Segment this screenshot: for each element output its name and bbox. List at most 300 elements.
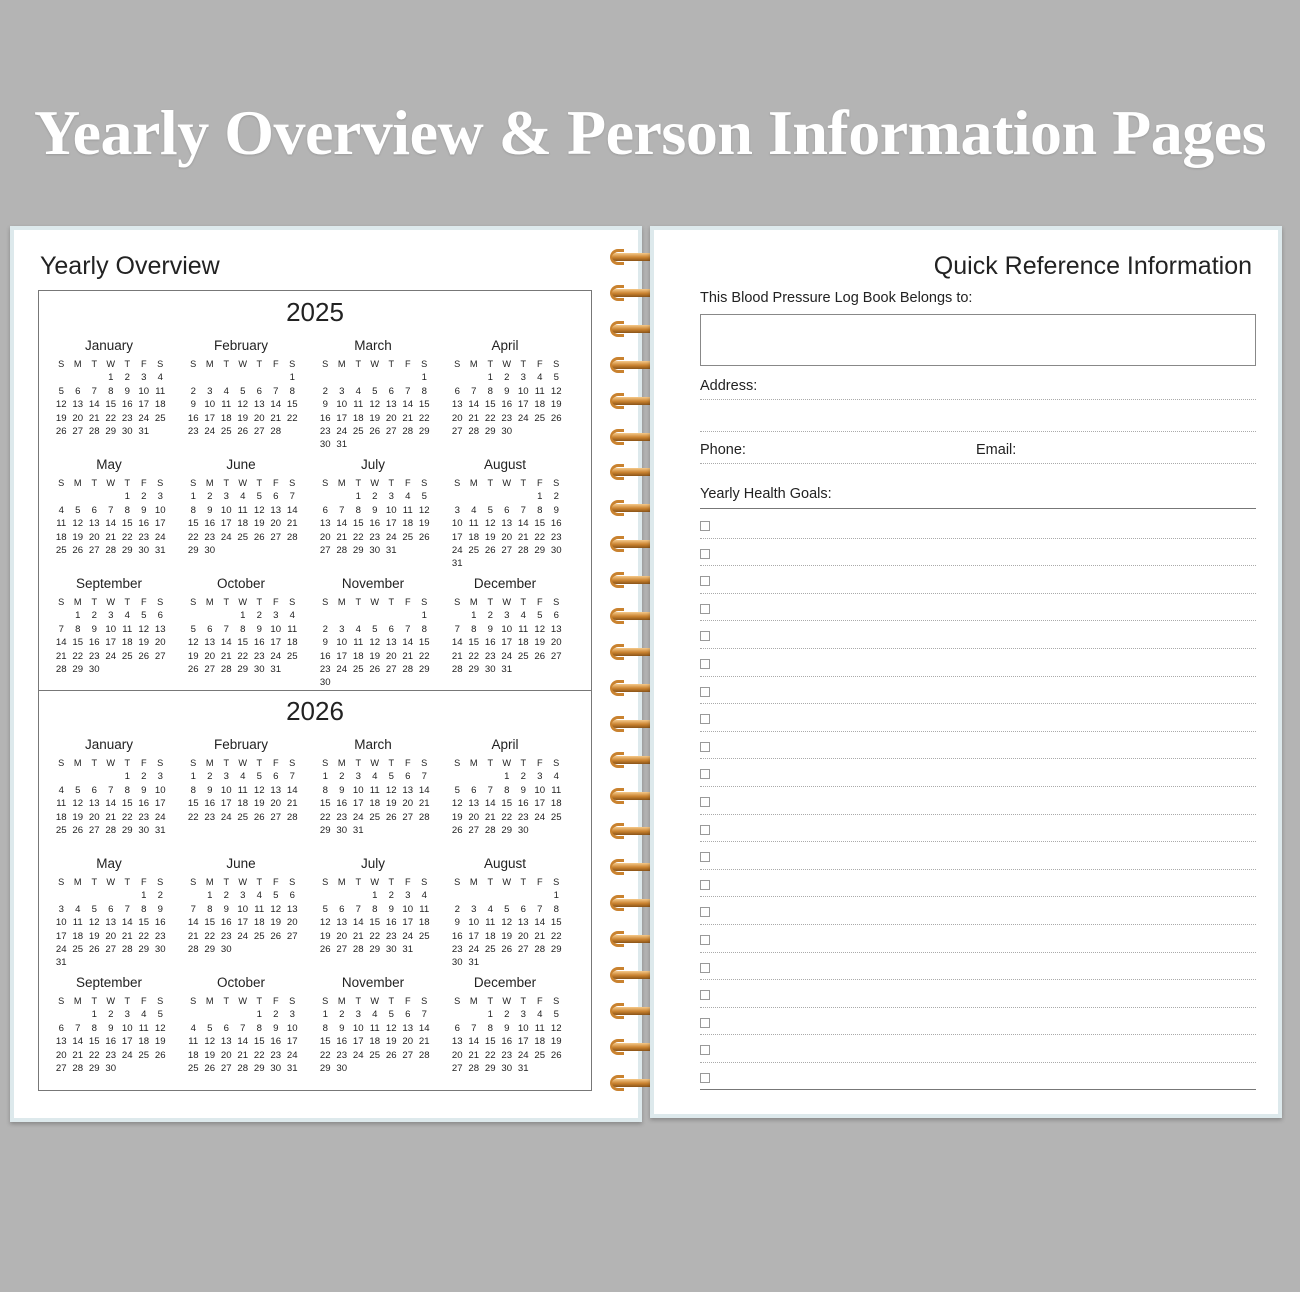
day-cell: 28 — [352, 943, 364, 955]
day-cell: 14 — [352, 917, 364, 929]
day-cell: 8 — [355, 504, 361, 516]
day-cell: 13 — [154, 623, 166, 635]
day-cell: 13 — [253, 399, 265, 411]
day-cell: 24 — [138, 412, 150, 424]
day-cell: 22 — [418, 412, 430, 424]
phone-email-line[interactable] — [700, 463, 1256, 464]
day-cell: 6 — [289, 890, 295, 902]
weekday-header: S — [553, 359, 560, 369]
day-cell: 1 — [256, 1009, 262, 1021]
goal-checkbox[interactable] — [700, 769, 710, 779]
month-days-grid — [185, 757, 317, 824]
day-cell: 7 — [421, 1009, 427, 1021]
day-cell: 29 — [418, 425, 430, 437]
goal-checkbox[interactable] — [700, 1045, 710, 1055]
day-cell: 23 — [187, 425, 199, 437]
day-cell: 27 — [286, 930, 298, 942]
day-cell: 10 — [451, 518, 463, 530]
day-cell: 21 — [121, 930, 133, 942]
goal-row[interactable] — [700, 1008, 1256, 1036]
day-cell: 3 — [223, 491, 229, 503]
day-cell: 23 — [319, 663, 331, 675]
day-cell: 12 — [550, 1022, 562, 1034]
day-cell: 10 — [220, 504, 232, 516]
day-cell: 31 — [451, 558, 463, 570]
day-cell: 17 — [385, 518, 397, 530]
day-cell: 3 — [108, 610, 114, 622]
day-cell: 19 — [55, 412, 67, 424]
weekday-header: S — [322, 359, 329, 369]
owner-name-field[interactable] — [700, 314, 1256, 366]
empty-cell — [350, 889, 367, 902]
weekday-header: W — [370, 758, 380, 768]
weekday-header: T — [91, 877, 98, 887]
day-cell: 29 — [352, 544, 364, 556]
month-november — [317, 974, 449, 1093]
day-cell: 16 — [105, 1036, 117, 1048]
day-cell: 25 — [418, 930, 430, 942]
day-cell: 3 — [355, 1009, 361, 1021]
empty-cell — [70, 770, 87, 783]
day-cell: 23 — [550, 531, 562, 543]
goal-checkbox[interactable] — [700, 907, 710, 917]
day-cell: 12 — [451, 798, 463, 810]
goal-row[interactable] — [700, 732, 1256, 760]
day-cell: 7 — [405, 385, 411, 397]
day-cell: 15 — [319, 1036, 331, 1048]
day-cell: 5 — [553, 1009, 559, 1021]
month-june — [185, 855, 317, 974]
day-cell: 20 — [402, 1036, 414, 1048]
day-cell: 25 — [72, 943, 84, 955]
empty-cell — [185, 1008, 202, 1021]
day-cell: 20 — [88, 811, 100, 823]
day-cell: 2 — [487, 610, 493, 622]
weekday-header: T — [124, 877, 131, 887]
weekday-header: S — [421, 877, 428, 887]
day-cell: 17 — [336, 412, 348, 424]
day-cell: 18 — [154, 399, 166, 411]
day-cell: 4 — [157, 372, 163, 384]
day-cell: 27 — [319, 544, 331, 556]
goal-checkbox[interactable] — [700, 521, 710, 531]
day-cell: 17 — [237, 917, 249, 929]
day-cell: 7 — [58, 623, 64, 635]
year-heading: 2026 — [286, 696, 344, 726]
day-cell: 7 — [190, 903, 196, 915]
day-cell: 17 — [154, 798, 166, 810]
day-cell: 25 — [121, 650, 133, 662]
weekday-header: S — [454, 758, 461, 768]
day-cell: 3 — [223, 771, 229, 783]
day-cell: 16 — [253, 637, 265, 649]
day-cell: 1 — [108, 372, 114, 384]
day-cell: 31 — [336, 439, 348, 451]
day-cell: 4 — [372, 1009, 378, 1021]
day-cell: 3 — [339, 385, 345, 397]
weekday-header: M — [469, 359, 478, 369]
month-name: May — [96, 457, 122, 472]
day-cell: 23 — [105, 1049, 117, 1061]
day-cell: 31 — [402, 943, 414, 955]
weekday-header: S — [157, 758, 164, 768]
day-cell: 11 — [237, 784, 248, 796]
day-cell: 5 — [207, 1022, 213, 1034]
day-cell: 18 — [468, 531, 480, 543]
day-cell: 13 — [402, 784, 414, 796]
goal-checkbox[interactable] — [700, 631, 710, 641]
weekday-header: W — [238, 359, 248, 369]
phone-label: Phone: — [700, 442, 746, 458]
goal-checkbox[interactable] — [700, 935, 710, 945]
day-cell: 17 — [270, 637, 282, 649]
day-cell: 16 — [336, 798, 348, 810]
day-cell: 28 — [517, 544, 529, 556]
day-cell: 8 — [487, 385, 493, 397]
day-cell: 16 — [501, 1036, 513, 1048]
day-cell: 30 — [336, 1062, 348, 1074]
day-cell: 28 — [220, 663, 232, 675]
day-cell: 22 — [187, 531, 199, 543]
day-cell: 17 — [517, 1036, 529, 1048]
goal-checkbox[interactable] — [700, 742, 710, 752]
day-cell: 19 — [138, 637, 150, 649]
weekday-header: W — [106, 478, 116, 488]
day-cell: 26 — [550, 412, 562, 424]
goal-checkbox[interactable] — [700, 990, 710, 1000]
goal-row[interactable] — [700, 897, 1256, 925]
empty-cell — [185, 609, 202, 622]
weekday-header: S — [190, 359, 197, 369]
goal-row[interactable] — [700, 1035, 1256, 1063]
goal-checkbox[interactable] — [700, 549, 710, 559]
day-cell: 28 — [468, 425, 480, 437]
month-days-grid — [53, 757, 185, 837]
day-cell: 8 — [289, 385, 295, 397]
day-cell: 14 — [88, 399, 100, 411]
empty-cell — [449, 371, 466, 384]
day-cell: 22 — [484, 412, 496, 424]
weekday-header: T — [388, 597, 395, 607]
empty-cell — [334, 889, 351, 902]
day-cell: 26 — [369, 425, 381, 437]
day-cell: 22 — [204, 930, 216, 942]
day-cell: 3 — [405, 890, 411, 902]
day-cell: 26 — [534, 650, 546, 662]
goal-row[interactable] — [700, 511, 1256, 539]
month-days-grid — [449, 358, 581, 438]
day-cell: 1 — [322, 1009, 328, 1021]
day-cell: 11 — [221, 399, 232, 411]
goal-row[interactable] — [700, 925, 1256, 953]
day-cell: 19 — [369, 412, 381, 424]
goal-row[interactable] — [700, 787, 1256, 815]
day-cell: 21 — [451, 650, 463, 662]
empty-cell — [185, 889, 202, 902]
day-cell: 6 — [108, 903, 114, 915]
day-cell: 24 — [237, 930, 249, 942]
day-cell: 3 — [58, 903, 64, 915]
day-cell: 29 — [468, 663, 480, 675]
day-cell: 12 — [484, 518, 496, 530]
weekday-header: T — [256, 996, 263, 1006]
goal-checkbox[interactable] — [700, 1018, 710, 1028]
day-cell: 15 — [352, 518, 364, 530]
empty-cell — [103, 770, 120, 783]
months-grid — [53, 736, 583, 1093]
address-line-1[interactable] — [700, 399, 1256, 400]
month-name: August — [483, 457, 527, 472]
month-days-grid — [185, 596, 317, 676]
day-cell: 31 — [138, 425, 150, 437]
goal-checkbox[interactable] — [700, 880, 710, 890]
goal-checkbox[interactable] — [700, 604, 710, 614]
day-cell: 17 — [501, 637, 513, 649]
day-cell: 14 — [418, 1022, 430, 1034]
day-cell: 26 — [237, 425, 249, 437]
weekday-header: F — [272, 877, 279, 887]
month-name: November — [341, 576, 405, 591]
day-cell: 18 — [237, 518, 249, 530]
month-days-grid — [185, 358, 317, 438]
day-cell: 5 — [157, 1009, 163, 1021]
day-cell: 15 — [88, 1036, 100, 1048]
day-cell: 7 — [108, 784, 114, 796]
day-cell: 23 — [138, 531, 150, 543]
day-cell: 8 — [471, 623, 477, 635]
month-name: August — [483, 856, 527, 871]
goal-row[interactable] — [700, 980, 1256, 1008]
goal-checkbox[interactable] — [700, 659, 710, 669]
day-cell: 24 — [270, 650, 282, 662]
goal-checkbox[interactable] — [700, 1073, 710, 1083]
weekday-header: S — [421, 359, 428, 369]
day-cell: 16 — [270, 1036, 282, 1048]
day-cell: 30 — [220, 943, 232, 955]
empty-cell — [532, 889, 549, 902]
day-cell: 8 — [190, 504, 196, 516]
weekday-header: W — [370, 996, 380, 1006]
weekday-header: F — [272, 359, 279, 369]
day-cell: 6 — [58, 1022, 64, 1034]
weekday-header: S — [289, 597, 296, 607]
day-cell: 27 — [220, 1062, 232, 1074]
empty-cell — [449, 770, 466, 783]
goal-row[interactable] — [700, 815, 1256, 843]
weekday-header: S — [454, 877, 461, 887]
goal-row[interactable] — [700, 566, 1256, 594]
day-cell: 9 — [141, 504, 147, 516]
day-cell: 5 — [256, 771, 262, 783]
day-cell: 20 — [220, 1049, 232, 1061]
weekday-header: F — [140, 996, 147, 1006]
day-cell: 11 — [485, 917, 496, 929]
day-cell: 27 — [385, 663, 397, 675]
day-cell: 7 — [223, 623, 229, 635]
day-cell: 6 — [91, 504, 97, 516]
day-cell: 6 — [75, 385, 81, 397]
day-cell: 19 — [369, 650, 381, 662]
day-cell: 8 — [537, 504, 543, 516]
goal-row[interactable] — [700, 953, 1256, 981]
month-days-grid — [185, 876, 317, 956]
day-cell: 18 — [187, 1049, 199, 1061]
goal-row[interactable] — [700, 704, 1256, 732]
month-may — [53, 456, 185, 575]
day-cell: 7 — [405, 623, 411, 635]
day-cell: 20 — [204, 650, 216, 662]
month-days-grid — [449, 477, 581, 571]
day-cell: 8 — [91, 1022, 97, 1034]
weekday-header: T — [520, 597, 527, 607]
day-cell: 20 — [72, 412, 84, 424]
goal-row[interactable] — [700, 677, 1256, 705]
day-cell: 29 — [534, 544, 546, 556]
month-january — [53, 736, 185, 855]
day-cell: 13 — [286, 903, 298, 915]
goal-checkbox[interactable] — [700, 797, 710, 807]
day-cell: 29 — [550, 943, 562, 955]
day-cell: 14 — [451, 637, 463, 649]
day-cell: 10 — [501, 623, 513, 635]
day-cell: 5 — [240, 385, 246, 397]
day-cell: 13 — [402, 1022, 414, 1034]
weekday-header: T — [388, 359, 395, 369]
goal-row[interactable] — [700, 539, 1256, 567]
day-cell: 28 — [237, 1062, 249, 1074]
day-cell: 9 — [372, 504, 378, 516]
empty-cell — [350, 371, 367, 384]
day-cell: 17 — [402, 917, 414, 929]
day-cell: 6 — [553, 610, 559, 622]
day-cell: 3 — [504, 610, 510, 622]
day-cell: 14 — [484, 798, 496, 810]
weekday-header: T — [124, 758, 131, 768]
day-cell: 4 — [537, 1009, 543, 1021]
address-line-2[interactable] — [700, 431, 1256, 432]
weekday-header: W — [106, 758, 116, 768]
weekday-header: F — [140, 478, 147, 488]
day-cell: 22 — [187, 811, 199, 823]
weekday-header: S — [421, 996, 428, 1006]
weekday-header: S — [58, 359, 65, 369]
day-cell: 21 — [270, 412, 282, 424]
day-cell: 25 — [55, 544, 67, 556]
day-cell: 24 — [286, 1049, 298, 1061]
goal-row[interactable] — [700, 649, 1256, 677]
day-cell: 2 — [273, 1009, 279, 1021]
empty-cell — [70, 1008, 87, 1021]
day-cell: 31 — [385, 544, 397, 556]
weekday-header: M — [469, 597, 478, 607]
goal-row[interactable] — [700, 621, 1256, 649]
goal-checkbox[interactable] — [700, 852, 710, 862]
weekday-header: M — [205, 597, 214, 607]
day-cell: 23 — [336, 811, 348, 823]
weekday-header: S — [454, 359, 461, 369]
weekday-header: T — [487, 996, 494, 1006]
goal-checkbox[interactable] — [700, 687, 710, 697]
day-cell: 8 — [190, 784, 196, 796]
left-page — [10, 226, 642, 1122]
day-cell: 2 — [520, 771, 526, 783]
day-cell: 4 — [372, 771, 378, 783]
day-cell: 5 — [421, 491, 427, 503]
day-cell: 9 — [388, 903, 394, 915]
day-cell: 25 — [484, 943, 496, 955]
day-cell: 3 — [520, 1009, 526, 1021]
day-cell: 1 — [355, 491, 361, 503]
day-cell: 23 — [484, 650, 496, 662]
goal-row[interactable] — [700, 842, 1256, 870]
month-days-grid — [53, 477, 185, 557]
day-cell: 25 — [402, 531, 414, 543]
day-cell: 11 — [254, 903, 265, 915]
day-cell: 23 — [369, 531, 381, 543]
weekday-header: F — [404, 877, 411, 887]
goal-row[interactable] — [700, 1063, 1256, 1091]
day-cell: 21 — [55, 650, 67, 662]
day-cell: 28 — [286, 531, 298, 543]
day-cell: 23 — [319, 425, 331, 437]
weekday-header: S — [289, 758, 296, 768]
day-cell: 6 — [471, 784, 477, 796]
day-cell: 7 — [355, 903, 361, 915]
day-cell: 25 — [220, 425, 232, 437]
day-cell: 20 — [468, 811, 480, 823]
day-cell: 16 — [550, 518, 562, 530]
weekday-header: T — [520, 478, 527, 488]
day-cell: 28 — [72, 1062, 84, 1074]
day-cell: 2 — [91, 610, 97, 622]
day-cell: 6 — [273, 771, 279, 783]
day-cell: 5 — [487, 504, 493, 516]
month-name: July — [360, 457, 385, 472]
day-cell: 11 — [353, 399, 364, 411]
day-cell: 30 — [501, 425, 513, 437]
empty-cell — [383, 371, 400, 384]
goal-row[interactable] — [700, 594, 1256, 622]
weekday-header: W — [502, 597, 512, 607]
day-cell: 27 — [270, 531, 282, 543]
day-cell: 11 — [56, 798, 67, 810]
goal-checkbox[interactable] — [700, 714, 710, 724]
day-cell: 1 — [124, 491, 130, 503]
goal-row[interactable] — [700, 870, 1256, 898]
day-cell: 15 — [468, 637, 480, 649]
day-cell: 27 — [55, 1062, 67, 1074]
weekday-header: S — [190, 478, 197, 488]
day-cell: 30 — [253, 663, 265, 675]
day-cell: 2 — [207, 771, 213, 783]
day-cell: 14 — [220, 637, 232, 649]
goal-checkbox[interactable] — [700, 825, 710, 835]
goal-checkbox[interactable] — [700, 963, 710, 973]
weekday-header: S — [190, 758, 197, 768]
day-cell: 13 — [451, 399, 463, 411]
goal-row[interactable] — [700, 759, 1256, 787]
calendar-box — [38, 290, 592, 1091]
goal-checkbox[interactable] — [700, 576, 710, 586]
day-cell: 27 — [253, 425, 265, 437]
day-cell: 15 — [187, 518, 199, 530]
day-cell: 29 — [237, 663, 249, 675]
day-cell: 19 — [501, 930, 513, 942]
day-cell: 27 — [88, 544, 100, 556]
day-cell: 9 — [504, 1022, 510, 1034]
day-cell: 18 — [138, 1036, 150, 1048]
day-cell: 15 — [484, 1036, 496, 1048]
